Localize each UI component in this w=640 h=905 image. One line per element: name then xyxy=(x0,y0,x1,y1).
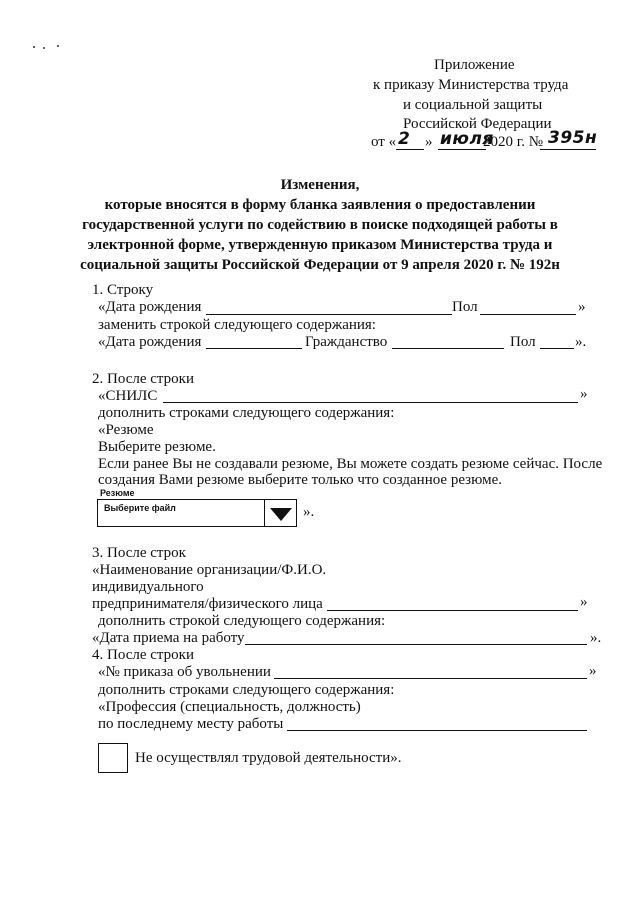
s3-org-line2: индивидуального xyxy=(92,579,204,595)
s4-order-label: «№ приказа об увольнении xyxy=(98,664,271,680)
s2-add-text: дополнить строками следующего содержания: xyxy=(98,405,395,421)
s4-order-end: » xyxy=(589,663,597,679)
s4-last-job-label: по последнему месту работы xyxy=(98,716,284,732)
s2-snils-label: «СНИЛС xyxy=(98,388,158,404)
title-line: государственной услуги по содействию в поиске подходящей работы в xyxy=(82,217,558,233)
title-line: социальной защиты Российской Федерации от 9 апреля 2020 г. № 192н xyxy=(80,257,560,273)
resume-select-value: Выберите файл xyxy=(104,503,176,513)
section-4-heading: 4. После строки xyxy=(92,647,194,663)
section-1-heading: 1. Строку xyxy=(92,282,154,298)
select-divider xyxy=(264,500,265,526)
s1-new-birthdate-label: «Дата рождения xyxy=(98,334,202,350)
s1-end-quote: » xyxy=(578,299,586,315)
appendix-country: Российской Федерации xyxy=(403,116,552,132)
title-line: которые вносятся в форму бланка заявления о предоставлении xyxy=(104,197,536,213)
s1-new-pol-label: Пол xyxy=(510,334,536,350)
section-2-heading: 2. После строки xyxy=(92,371,194,387)
date-month: июля xyxy=(440,129,494,149)
document-title xyxy=(80,175,560,275)
resume-file-select[interactable] xyxy=(97,499,297,527)
s2-snils-blank xyxy=(163,402,578,403)
s3-org-line3: предпринимателя/физического лица xyxy=(92,596,323,612)
s4-profession-label: «Профессия (специальность, должность) xyxy=(98,699,361,715)
s3-hire-end: ». xyxy=(590,630,602,646)
dropdown-arrow-icon[interactable] xyxy=(270,508,292,521)
section-3-heading: 3. После строк xyxy=(92,545,186,561)
s1-new-end-quote: ». xyxy=(575,334,587,350)
date-year: 2020 г. № xyxy=(483,134,544,150)
s1-birthdate-blank xyxy=(206,314,452,315)
s1-replace-text: заменить строкой следующего содержания: xyxy=(98,317,376,333)
s4-add-text: дополнить строками следующего содержания: xyxy=(98,682,395,698)
resume-widget-label: Резюме xyxy=(100,488,135,498)
scan-speck xyxy=(57,45,59,47)
title-line: электронной форме, утвержденную приказом Министерства труда и xyxy=(87,237,553,253)
s3-org-end: » xyxy=(580,594,588,610)
s1-citizenship-label: Гражданство xyxy=(305,334,388,350)
date-mid: » xyxy=(425,134,433,150)
appendix-ministry: и социальной защиты xyxy=(403,97,543,113)
s1-new-birthdate-blank xyxy=(206,348,302,349)
s2-snils-end: » xyxy=(580,386,588,402)
date-prefix: от « xyxy=(371,134,397,150)
s1-citizenship-blank xyxy=(392,348,504,349)
no-employment-checkbox[interactable] xyxy=(98,743,128,773)
s1-new-pol-blank xyxy=(540,348,574,349)
title-line: Изменения, xyxy=(280,177,360,193)
resume-widget-end: ». xyxy=(303,504,315,520)
s4-order-blank xyxy=(274,678,587,679)
scan-speck xyxy=(33,46,35,48)
s1-pol-label: Пол xyxy=(452,299,478,315)
scan-speck xyxy=(43,47,45,49)
s3-hire-blank xyxy=(245,644,587,645)
s2-paragraph-line2: создания Вами резюме выберите только что созданное резюме. xyxy=(98,472,502,488)
s3-org-line1: «Наименование организации/Ф.И.О. xyxy=(92,562,327,578)
s3-org-blank xyxy=(327,610,578,611)
s2-resume-label: «Резюме xyxy=(98,422,154,438)
s4-profession-blank xyxy=(287,730,587,731)
date-day: 2 xyxy=(398,129,411,149)
s2-choose-text: Выберите резюме. xyxy=(98,439,216,455)
s1-birthdate-label: «Дата рождения xyxy=(98,299,202,315)
s2-paragraph-line1: Если ранее Вы не создавали резюме, Вы можете создать резюме сейчас. После xyxy=(98,456,603,472)
s3-add-text: дополнить строкой следующего содержания: xyxy=(98,613,386,629)
order-number: 395н xyxy=(548,128,598,148)
s3-hire-label: «Дата приема на работу xyxy=(92,630,245,646)
s1-pol-blank xyxy=(480,314,576,315)
no-employment-label: Не осуществлял трудовой деятельности». xyxy=(135,750,402,766)
appendix-label: Приложение xyxy=(434,57,515,73)
appendix-order-ref: к приказу Министерства труда xyxy=(373,77,569,93)
